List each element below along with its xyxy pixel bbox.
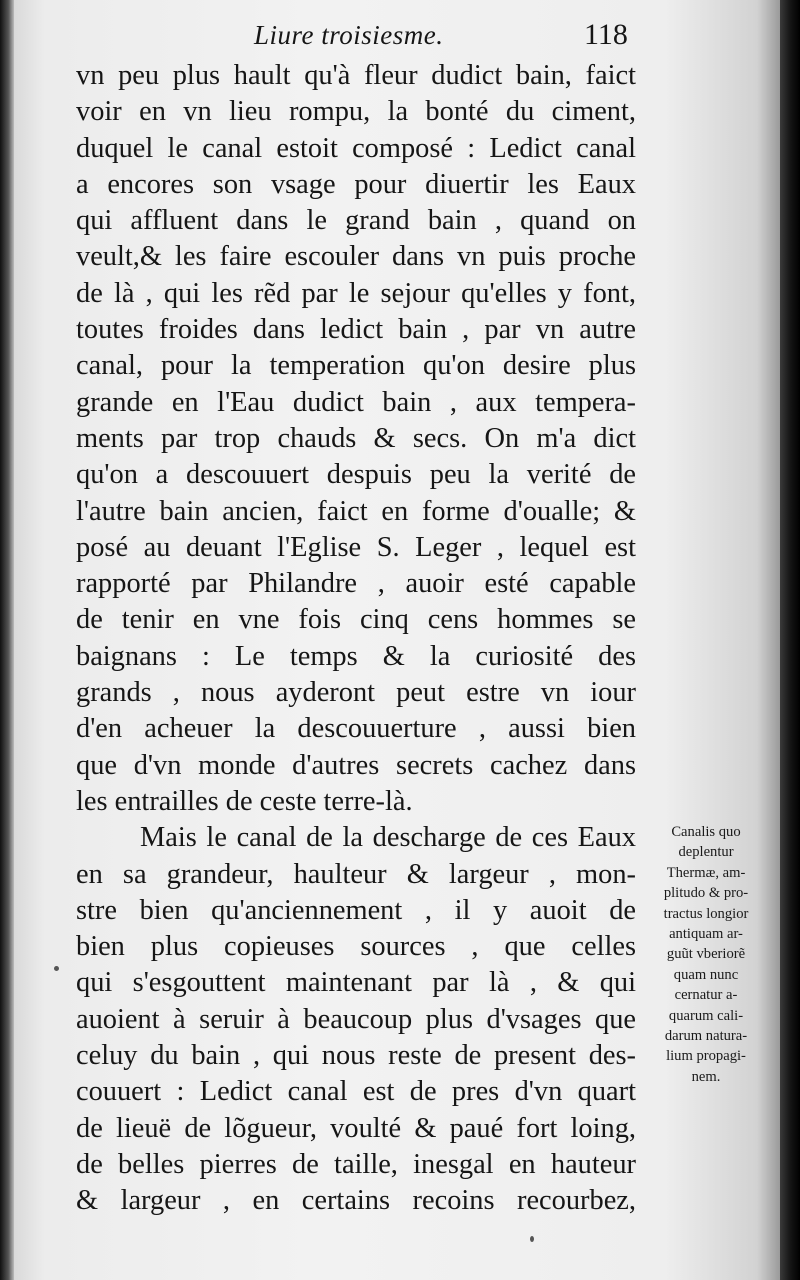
paper-speck (54, 966, 59, 971)
marginal-line: darum natura- (664, 1027, 748, 1044)
marginal-line: cernatur a- (674, 987, 738, 1004)
paragraph-start-line: Mais le canal de la descharge de ces Eaux (140, 822, 636, 854)
text-line: canal, pour la temperation qu'on desire plus (76, 350, 636, 382)
text-line: veult,& les faire escouler dans vn puis proche (76, 241, 636, 273)
text-line: grands , nous ayderont peut estre vn iour (76, 677, 636, 709)
text-line: en sa grandeur, haulteur & largeur , mon- (76, 858, 636, 890)
marginal-line: tractus longior (663, 905, 749, 922)
text-line: de là , qui les rẽd par le sejour qu'elles y font, (76, 277, 636, 309)
text-line: rapporté par Philandre , auoir esté capable (76, 568, 636, 600)
marginal-line: deplentur (678, 844, 734, 861)
running-head: Liure troisiesme. (254, 20, 444, 50)
text-line: vn peu plus hault qu'à fleur dudict bain, faict (76, 60, 636, 91)
text-line: qui s'esgouttent maintenant par là , & qui (76, 967, 636, 999)
paper-speck (530, 1236, 534, 1242)
text-line: duquel le canal estoit composé : Ledict canal (76, 132, 636, 164)
paragraph-end-line: les entrailles de ceste terre-là. (76, 785, 413, 817)
text-line: que d'vn monde d'autres secrets cachez dans (76, 749, 636, 781)
text-line: ments par trop chauds & secs. On m'a dict (76, 422, 636, 454)
marginal-line: quarum cali- (668, 1007, 744, 1024)
text-line: auoient à seruir à beaucoup plus d'vsages que (76, 1003, 636, 1035)
text-line: de lieuë de lõgueur, voulté & paué fort loing, (76, 1112, 636, 1144)
binding-gutter (0, 0, 14, 1280)
marginal-note (636, 822, 776, 1087)
text-line: grande en l'Eau dudict bain , aux tempera- (76, 386, 636, 418)
text-line: qui affluent dans le grand bain , quand on (76, 205, 636, 237)
marginal-line: antiquam ar- (669, 925, 743, 942)
page-number: 118 (584, 18, 628, 51)
text-line: baignans : Le temps & la curiosité des (76, 640, 636, 672)
text-line: stre bien qu'anciennement , il y auoit de (76, 894, 636, 926)
text-line: de belles pierres de taille, inesgal en hauteur (76, 1148, 636, 1180)
marginal-line: guũt vberiorẽ (666, 946, 746, 963)
text-line: couuert : Ledict canal est de pres d'vn quart (76, 1076, 636, 1108)
text-line: bien plus copieuses sources , que celles (76, 931, 636, 963)
page-edge-shadow (780, 0, 800, 1280)
marginal-line: Canalis quo (671, 824, 741, 840)
text-line: toutes froides dans ledict bain , par vn autre (76, 314, 636, 346)
marginal-line: nem. (691, 1068, 721, 1085)
text-line: & largeur , en certains recoins recourbez, (76, 1185, 636, 1217)
text-line: l'autre bain ancien, faict en forme d'oualle; & (76, 495, 636, 527)
text-line: a encores son vsage pour diuertir les Eaux (76, 168, 636, 200)
text-line: d'en acheuer la descouuerture , aussi bien (76, 713, 636, 745)
marginal-line: plitudo & pro- (663, 885, 749, 902)
marginal-line: quam nunc (673, 966, 739, 983)
text-line: posé au deuant l'Eglise S. Leger , lequel est (76, 531, 636, 563)
text-line: voir en vn lieu rompu, la bonté du ciment, (76, 96, 636, 128)
text-line: de tenir en vne fois cinq cens hommes se (76, 604, 636, 636)
text-line: qu'on a descouuert despuis peu la verité de (76, 459, 636, 491)
book-page (14, 0, 780, 1280)
body-text (76, 58, 636, 1220)
marginal-line: lium propagi- (666, 1048, 746, 1065)
text-line: celuy du bain , qui nous reste de present des- (76, 1040, 636, 1072)
marginal-line: Thermæ, am- (666, 864, 746, 881)
